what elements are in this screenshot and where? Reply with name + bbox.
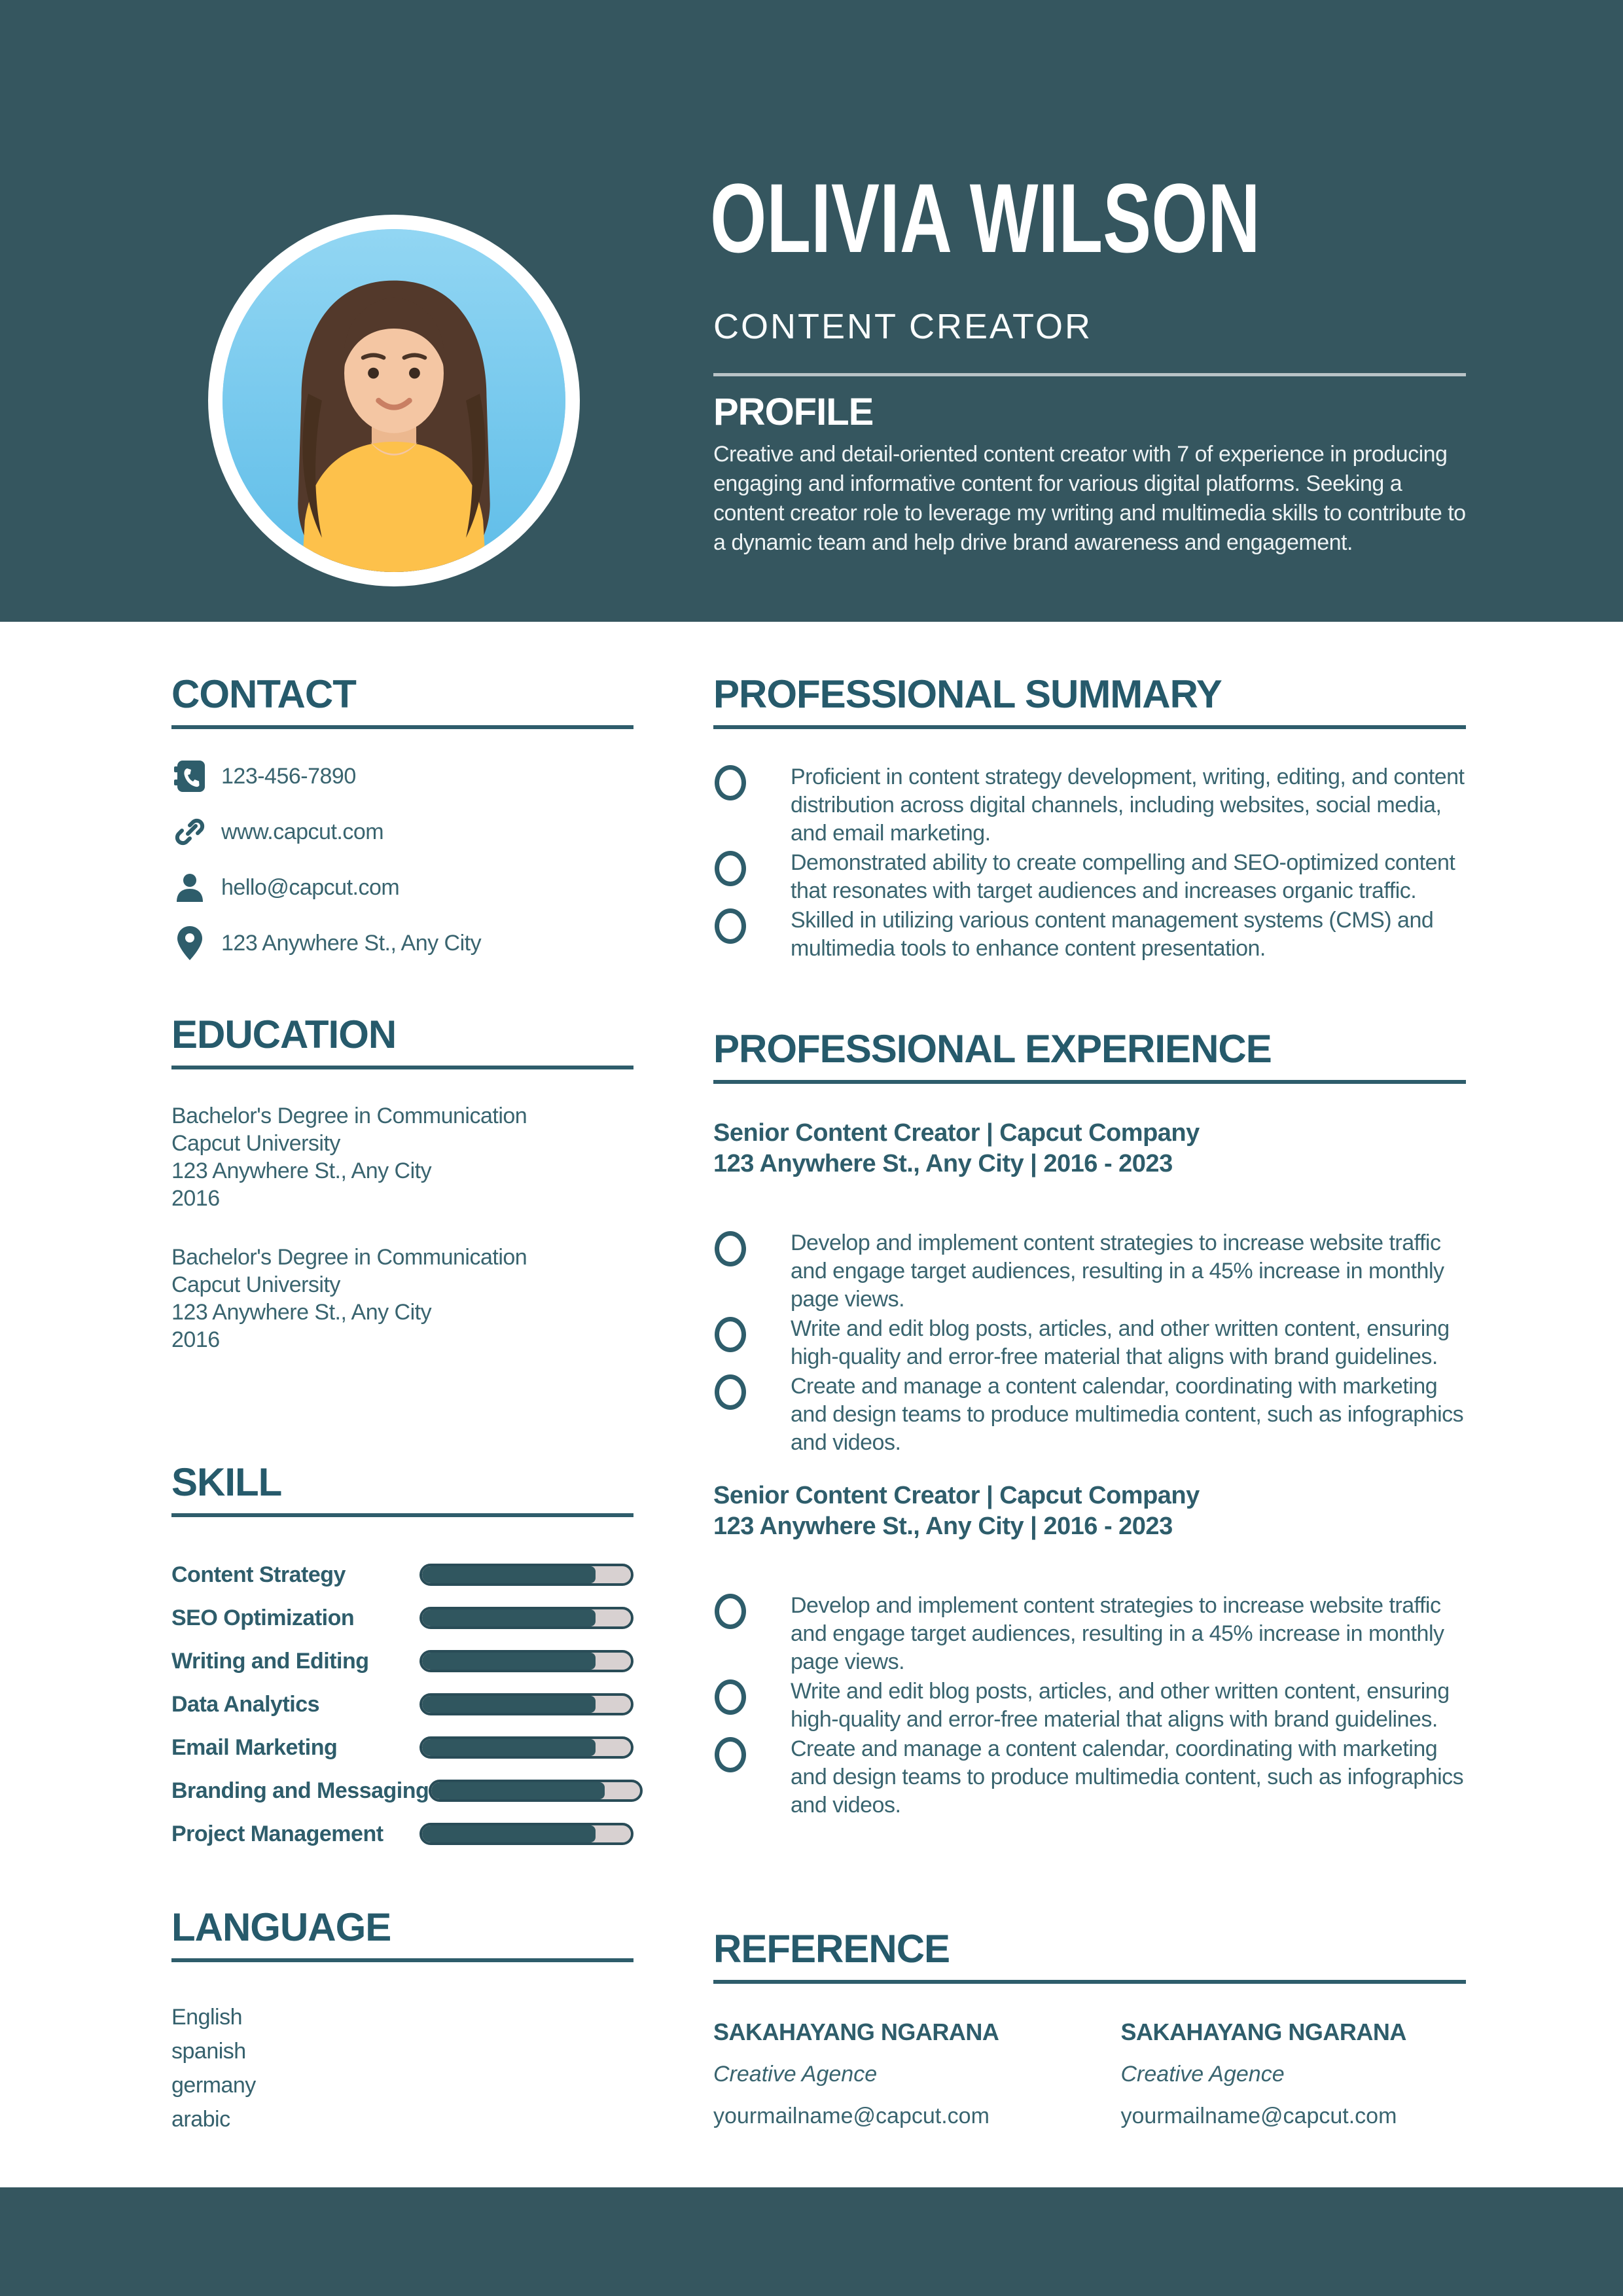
skill-progress-fill <box>422 1696 596 1713</box>
job-entry <box>713 1118 1466 1457</box>
reference-name: SAKAHAYANG NGARANA <box>1120 2018 1406 2045</box>
skill-list <box>171 1562 633 1847</box>
job-bullet: Develop and implement content strategies to increase website traffic and engage target audiences, resulting in a 45% increase in monthly page views. <box>713 1592 1466 1676</box>
contact-heading: CONTACT <box>171 672 356 716</box>
profile-heading: PROFILE <box>713 391 874 433</box>
job-bullet: Write and edit blog posts, articles, and other written content, ensuring high-quality and error-free material that aligns with brand guidelines. <box>713 1677 1466 1734</box>
education-year: 2016 <box>171 1186 220 1211</box>
skill-progress-bar <box>429 1780 643 1802</box>
location-icon <box>171 925 208 961</box>
job-entry <box>713 1480 1466 1820</box>
contact-underline <box>171 725 633 729</box>
header-band <box>0 0 1623 622</box>
job-bullet-list <box>713 1592 1466 1820</box>
language-section <box>171 1906 633 2136</box>
education-degree: Bachelor's Degree in Communication <box>171 1103 527 1128</box>
job-bullet: Create and manage a content calendar, coordinating with marketing and design teams to produce multimedia content, such as infographics and videos. <box>713 1735 1466 1820</box>
language-underline <box>171 1958 633 1962</box>
skill-label: Email Marketing <box>171 1734 338 1760</box>
education-school: Capcut University <box>171 1131 340 1156</box>
skill-row <box>171 1605 633 1631</box>
skill-progress-bar <box>419 1607 633 1629</box>
contact-list <box>171 758 633 961</box>
skill-row <box>171 1562 633 1588</box>
reference-email: yourmailname@capcut.com <box>713 2104 990 2128</box>
reference-name: SAKAHAYANG NGARANA <box>713 2018 999 2045</box>
person-icon <box>171 869 208 906</box>
language-list <box>171 2000 633 2136</box>
summary-bullet: Demonstrated ability to create compelling and SEO-optimized content that resonates with target audiences and increases organic traffic. <box>713 849 1466 905</box>
skill-progress-fill <box>422 1609 596 1626</box>
skill-progress-bar <box>419 1823 633 1845</box>
job-title: Senior Content Creator | Capcut Company <box>713 1119 1200 1147</box>
skill-label: Branding and Messaging <box>171 1778 429 1803</box>
education-address: 123 Anywhere St., Any City <box>171 1300 432 1325</box>
summary-heading: PROFESSIONAL SUMMARY <box>713 672 1222 716</box>
contact-phone: 123-456-7890 <box>221 763 356 789</box>
education-section <box>171 1013 633 1354</box>
skill-row <box>171 1734 633 1761</box>
skill-progress-fill <box>422 1739 596 1756</box>
skill-label: SEO Optimization <box>171 1605 355 1630</box>
reference-company: Creative Agence <box>1120 2062 1285 2087</box>
reference-section <box>713 1928 1466 2130</box>
contact-section <box>171 673 633 980</box>
language-item: arabic <box>171 2107 230 2132</box>
summary-bullet: Proficient in content strategy development, writing, editing, and content distribution across digital channels, including websites, social media, and email marketing. <box>713 763 1466 848</box>
summary-bullet: Skilled in utilizing various content management systems (CMS) and multimedia tools to enhance content presentation. <box>713 906 1466 963</box>
education-entry <box>171 1102 633 1212</box>
job-meta: 123 Anywhere St., Any City | 2016 - 2023 <box>713 1513 1173 1540</box>
skill-label: Writing and Editing <box>171 1648 369 1674</box>
skill-progress-bar <box>419 1693 633 1715</box>
profile-photo <box>223 229 565 572</box>
contact-row-address <box>171 925 633 961</box>
reference-heading: REFERENCE <box>713 1927 950 1971</box>
education-heading: EDUCATION <box>171 1013 397 1056</box>
contact-website: www.capcut.com <box>221 819 384 844</box>
experience-heading: PROFESSIONAL EXPERIENCE <box>713 1027 1272 1071</box>
skill-progress-fill <box>422 1825 596 1842</box>
education-address: 123 Anywhere St., Any City <box>171 1158 432 1183</box>
profile-photo-illustration <box>223 229 565 572</box>
profile-photo-frame <box>208 215 580 586</box>
skill-underline <box>171 1513 633 1517</box>
education-year: 2016 <box>171 1327 220 1352</box>
education-degree: Bachelor's Degree in Communication <box>171 1245 527 1270</box>
summary-bullet-list <box>713 763 1466 963</box>
reference-underline <box>713 1980 1466 1984</box>
education-entry <box>171 1244 633 1354</box>
job-meta: 123 Anywhere St., Any City | 2016 - 2023 <box>713 1150 1173 1177</box>
reference-entry <box>1121 2018 1467 2130</box>
language-item: germany <box>171 2073 256 2098</box>
skill-row <box>171 1778 633 1804</box>
person-name: OLIVIA WILSON <box>710 163 1260 273</box>
language-item: spanish <box>171 2039 246 2064</box>
job-title: Senior Content Creator | Capcut Company <box>713 1482 1200 1509</box>
skill-label: Project Management <box>171 1821 383 1846</box>
skill-progress-fill <box>431 1782 605 1799</box>
contact-address: 123 Anywhere St., Any City <box>221 930 482 956</box>
contact-row-phone <box>171 758 633 795</box>
reference-entry <box>713 2018 1059 2130</box>
skill-label: Data Analytics <box>171 1691 320 1717</box>
education-school: Capcut University <box>171 1272 340 1297</box>
skill-row <box>171 1648 633 1674</box>
reference-list <box>713 2018 1466 2130</box>
link-icon <box>171 814 208 850</box>
skill-progress-bar <box>419 1736 633 1759</box>
job-bullet: Develop and implement content strategies to increase website traffic and engage target audiences, resulting in a 45% increase in monthly page views. <box>713 1229 1466 1314</box>
reference-email: yourmailname@capcut.com <box>1120 2104 1397 2128</box>
reference-company: Creative Agence <box>713 2062 878 2087</box>
experience-underline <box>713 1080 1466 1084</box>
phone-icon <box>171 758 208 795</box>
person-job-title: CONTENT CREATOR <box>713 307 1093 346</box>
contact-row-website <box>171 814 633 850</box>
summary-underline <box>713 725 1466 729</box>
skill-section <box>171 1461 633 1864</box>
skill-heading: SKILL <box>171 1460 282 1504</box>
language-item: English <box>171 2005 243 2030</box>
professional-summary-section <box>713 673 1466 964</box>
job-bullet: Create and manage a content calendar, coordinating with marketing and design teams to produce multimedia content, such as infographics and videos. <box>713 1372 1466 1457</box>
skill-progress-bar <box>419 1650 633 1672</box>
job-bullet-list <box>713 1229 1466 1457</box>
language-heading: LANGUAGE <box>171 1905 391 1949</box>
profile-text: Creative and detail-oriented content creator with 7 of experience in producing engaging and informative content for various digital platforms. Seeking a content creator role to leverage my writing and multimedia skills to contribute to a dynamic team and help drive brand awareness and engagement. <box>713 442 1466 555</box>
job-bullet: Write and edit blog posts, articles, and other written content, ensuring high-quality and error-free material that aligns with brand guidelines. <box>713 1315 1466 1371</box>
education-underline <box>171 1066 633 1069</box>
professional-experience-section <box>713 1028 1466 1821</box>
skill-row <box>171 1691 633 1717</box>
footer-band <box>0 2187 1623 2296</box>
contact-email: hello@capcut.com <box>221 874 400 900</box>
skill-progress-fill <box>422 1653 596 1670</box>
header-divider <box>713 373 1466 376</box>
skill-progress-bar <box>419 1564 633 1586</box>
contact-row-email <box>171 869 633 906</box>
skill-label: Content Strategy <box>171 1562 346 1587</box>
skill-row <box>171 1821 633 1847</box>
skill-progress-fill <box>422 1566 596 1583</box>
